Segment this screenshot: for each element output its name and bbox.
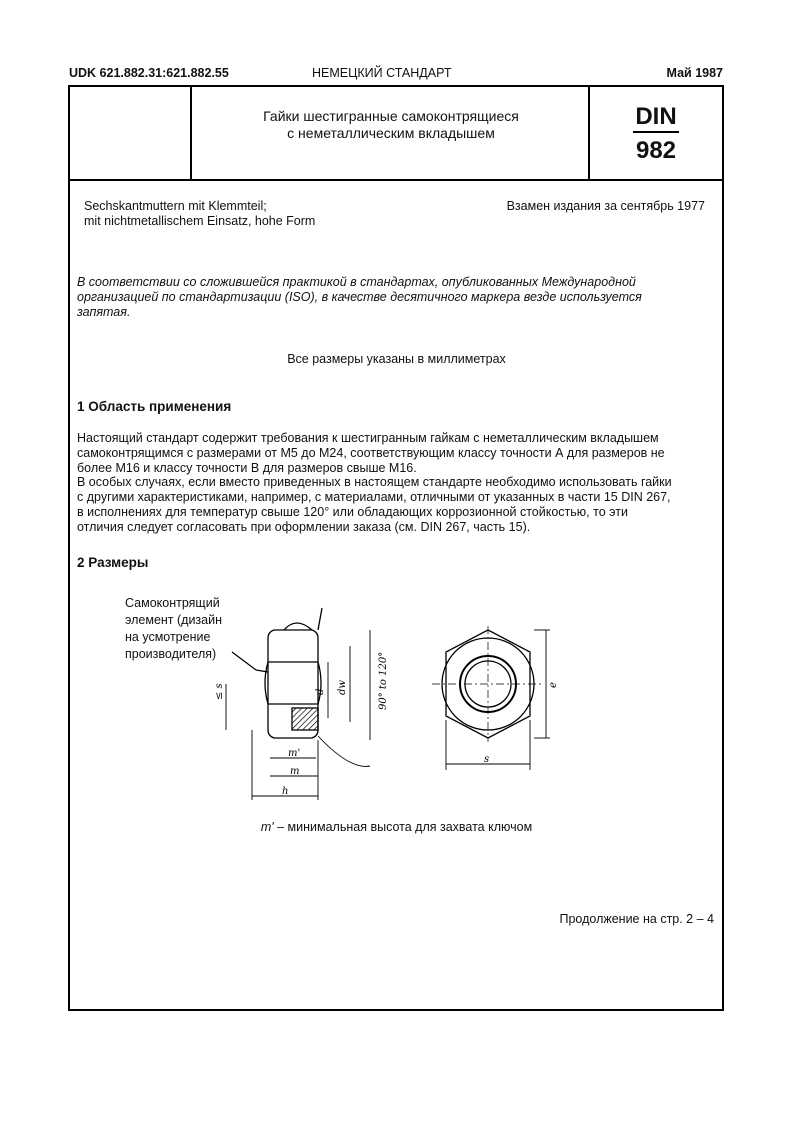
nut-side-view <box>232 608 322 738</box>
label-d: d <box>315 688 326 695</box>
label-angle: 90° to 120° <box>378 651 389 710</box>
publication-date: Май 1987 <box>666 66 723 80</box>
label-tolerance: ≤ s <box>214 683 225 700</box>
paragraph-line: отличия следует согласовать при оформлении заказа (см. DIN 267, часть 15). <box>77 519 531 534</box>
dimensions-note: Все размеры указаны в миллиметрах <box>287 352 506 366</box>
top-view-dimensions <box>446 630 550 770</box>
paragraph-line: Настоящий стандарт содержит требования к шестигранным гайкам с неметаллическим вкладышем <box>77 431 659 445</box>
section-1-body <box>77 431 717 535</box>
label-e: e <box>548 682 559 688</box>
udk-code: UDK 621.882.31:621.882.55 <box>69 66 229 80</box>
paragraph-line: самоконтрящимся с размерами от М5 до М24, соответствующим классу точности А для размеров не <box>77 445 665 460</box>
section-2-heading: 2 Размеры <box>77 555 149 570</box>
section-1-heading: 1 Область применения <box>77 399 232 414</box>
paragraph-line: В особых случаях, если вместо приведенных в настоящем стандарте необходимо использовать гайки <box>77 475 672 490</box>
nut-technical-drawing <box>200 600 580 810</box>
caption-text: – минимальная высота для захвата ключом <box>273 820 533 834</box>
document-title: Гайки шестигранные самоконтрящиеся с неметаллическим вкладышем <box>263 108 519 141</box>
label-h: h <box>282 786 289 797</box>
figure-caption <box>0 820 793 834</box>
label-dw: dw <box>337 680 348 695</box>
self-locking-element-callout: Самоконтрящий элемент (дизайн на усмотрение производителя) <box>125 596 223 661</box>
label-mprime: m' <box>288 748 301 759</box>
nut-top-view <box>432 626 544 742</box>
paragraph-line: в исполнениях для температур свыше 120° или обладающих коррозионной стойкостью, то эти <box>77 504 628 519</box>
din-number-block <box>590 101 722 167</box>
label-m: m <box>290 766 300 777</box>
din-number: 982 <box>635 137 677 164</box>
paragraph-line: более М16 и классу точности В для размеров свыше М16. <box>77 460 417 475</box>
din-label: DIN <box>633 103 678 133</box>
title-box <box>70 87 722 181</box>
continuation-note: Продолжение на стр. 2 – 4 <box>559 912 714 926</box>
german-title: Sechskantmuttern mit Klemmteil; mit nichtmetallischem Einsatz, hohe Form <box>84 199 316 228</box>
label-s: s <box>484 754 490 765</box>
standard-type: НЕМЕЦКИЙ СТАНДАРТ <box>312 66 452 80</box>
paragraph-line: с другими характеристиками, например, с материалами, отличными от указанных в части 15 DIN 267, <box>77 490 671 505</box>
caption-symbol: m' <box>260 820 274 834</box>
replaces-edition: Взамен издания за сентябрь 1977 <box>506 199 705 213</box>
iso-decimal-note: В соответствии со сложившейся практикой в стандартах, опубликованных Международной организацией по стандартизации (ISO), в качестве десятичного маркера везде используется запятая. <box>77 275 642 319</box>
